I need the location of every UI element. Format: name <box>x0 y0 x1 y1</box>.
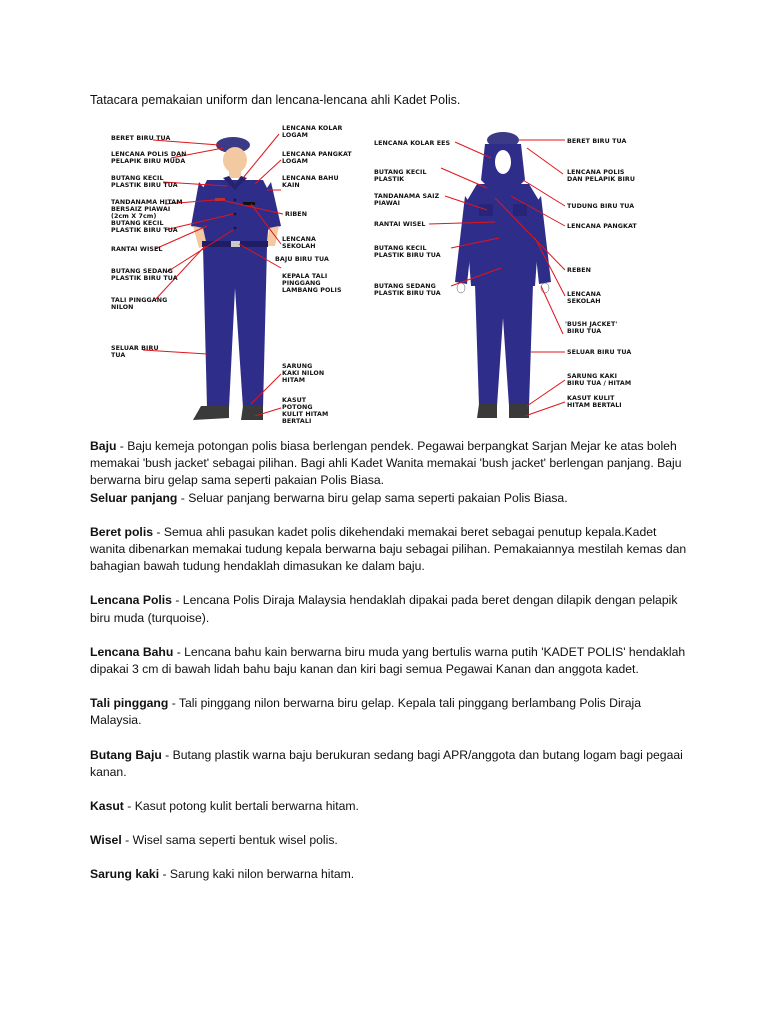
label-tanda-nama-2: BERSAIZ PIAWAI <box>111 206 171 213</box>
text-kasut: - Kasut potong kulit bertali berwarna hitam. <box>123 799 359 814</box>
paragraph-lencana-polis <box>90 592 690 626</box>
label-r-lencana-sekolah-1: LENCANA <box>567 291 601 298</box>
label-kepala-tali-2: PINGGANG <box>282 280 321 287</box>
male-button-2 <box>234 213 237 216</box>
label-r-butang-kecil2-2: PLASTIK BIRU TUA <box>374 252 441 259</box>
leader-line <box>527 148 563 174</box>
label-lencana-kolar-1: LENCANA KOLAR <box>282 125 343 132</box>
term-lencana-polis: Lencana Polis <box>90 593 172 608</box>
text-seluar: - Seluar panjang berwarna biru gelap sama seperti pakaian Polis Biasa. <box>177 490 568 505</box>
label-r-lencana-polis-2: DAN PELAPIK BIRU <box>567 176 636 183</box>
term-tali-pinggang: Tali pinggang <box>90 696 169 711</box>
label-kasut-2: POTONG <box>282 404 313 411</box>
label-r-lencana-sekolah-2: SEKOLAH <box>567 298 601 305</box>
paragraph-lencana-bahu <box>90 644 690 678</box>
description-body <box>90 438 690 901</box>
label-sarung-3: HITAM <box>282 377 306 384</box>
uniform-illustration <box>95 118 685 436</box>
label-r-lencana-polis-1: LENCANA POLIS <box>567 169 625 176</box>
text-baju: - Baju kemeja potongan polis biasa berlengan pendek. Pegawai berpangkat Sarjan Mejar ke atas boleh memakai 'bush jacket' sebagai pilihan. Bagi ahli Kadet Wanita memakai 'bush jacket' berlengan panjang. Baju berwarna biru gelap sama seperti pakaian Polis Biasa. <box>90 439 682 488</box>
label-seluar-2: TUA <box>111 352 126 359</box>
male-head <box>223 147 247 173</box>
label-r-kasut-1: KASUT KULIT <box>567 395 615 402</box>
text-tali-pinggang: - Tali pinggang nilon berwarna biru gelap. Kepala tali pinggang berlambang Polis Diraja Malaysia. <box>90 696 641 728</box>
label-r-butang-kecil-1: BUTANG KECIL <box>374 169 427 176</box>
label-r-lencana-kolar: LENCANA KOLAR EES <box>374 140 451 147</box>
male-name-tag <box>243 202 255 205</box>
label-r-lencana-pangkat: LENCANA PANGKAT <box>567 223 637 230</box>
label-lencana-pangkat-2: LOGAM <box>282 158 308 165</box>
female-left-hand <box>457 283 465 293</box>
label-tali-pinggang-2: NILON <box>111 304 134 311</box>
uniform-figure-svg <box>95 118 685 436</box>
leader-line <box>441 168 487 188</box>
label-r-tanda-nama-1: TANDANAMA SAIZ <box>374 193 440 200</box>
label-sarung-1: SARUNG <box>282 363 313 370</box>
male-button-3 <box>234 227 237 230</box>
label-riben: RIBEN <box>285 211 308 218</box>
label-tanda-nama-5: PLASTIK BIRU TUA <box>111 227 178 234</box>
male-belt-buckle <box>231 241 240 247</box>
label-r-seluar: SELUAR BIRU TUA <box>567 349 632 356</box>
term-wisel: Wisel <box>90 833 122 848</box>
label-tali-pinggang-1: TALI PINGGANG <box>111 297 168 304</box>
label-lencana-polis-1: LENCANA POLIS DAN <box>111 151 187 158</box>
label-r-kasut-2: HITAM BERTALI <box>567 402 622 409</box>
term-butang-baju: Butang Baju <box>90 747 162 762</box>
paragraph-butang-baju <box>90 747 690 781</box>
label-rantai-wisel: RANTAI WISEL <box>111 246 163 253</box>
text-butang-baju: - Butang plastik warna baju berukuran sedang bagi APR/anggota dan butang logam bagi pegaai kanan. <box>90 747 683 779</box>
male-button-1 <box>234 199 237 202</box>
female-trousers <box>475 284 533 406</box>
leader-line <box>255 160 281 184</box>
label-r-sarung-1: SARUNG KAKI <box>567 373 618 380</box>
female-cadet-figure <box>455 132 551 418</box>
paragraph-tali-pinggang <box>90 695 690 729</box>
text-lencana-bahu: - Lencana bahu kain berwarna biru muda yang bertulis warna putih 'KADET POLIS' hendaklah dipakai 3 cm di bawah lidah bahu baju kanan dan kiri bagi semua Pegawai Kanan dan anggota kadet. <box>90 644 686 677</box>
label-r-beret: BERET BIRU TUA <box>567 138 627 145</box>
label-butang-kecil-1: BUTANG KECIL <box>111 175 164 182</box>
paragraph-kasut <box>90 798 690 815</box>
term-beret: Beret polis <box>90 524 153 539</box>
text-sarung-kaki: - Sarung kaki nilon berwarna hitam. <box>159 867 355 882</box>
label-r-bush-jacket-2: BIRU TUA <box>567 328 602 335</box>
label-kasut-1: KASUT <box>282 397 307 404</box>
text-beret: - Semua ahli pasukan kadet polis dikehendaki memakai beret sebagai penutup kepala.Kadet wanita dibenarkan memakai tudung kepala berwarna baju sebagai pilihan. Pemakaiannya mestilah kemas dan bahagian bawah tudung hendaklah dimasukan ke dalam baju. <box>90 524 687 574</box>
label-seluar-1: SELUAR BIRU <box>111 345 159 352</box>
label-r-rantai-wisel: RANTAI WISEL <box>374 221 426 228</box>
label-lencana-pangkat-1: LENCANA PANGKAT <box>282 151 352 158</box>
label-kasut-4: BERTALI <box>282 418 312 425</box>
label-butang-sedang-2: PLASTIK BIRU TUA <box>111 275 178 282</box>
label-r-butang-kecil-2: PLASTIK <box>374 176 405 183</box>
term-lencana-bahu: Lencana Bahu <box>90 644 174 659</box>
text-wisel: - Wisel sama seperti bentuk wisel polis. <box>121 833 338 848</box>
label-r-sarung-2: BIRU TUA / HITAM <box>567 380 632 387</box>
female-face <box>495 150 511 174</box>
label-lencana-polis-2: PELAPIK BIRU MUDA <box>111 158 186 165</box>
label-r-bush-jacket-1: 'BUSH JACKET' <box>565 321 618 328</box>
text-lencana-polis: - Lencana Polis Diraja Malaysia hendaklah dipakai pada beret dengan dilapik dengan pelapik biru muda (turquoise). <box>90 593 678 625</box>
label-r-butang-kecil2-1: BUTANG KECIL <box>374 245 427 252</box>
label-tanda-nama-1: TANDANAMA HITAM <box>111 199 183 206</box>
label-kepala-tali-3: LAMBANG POLIS <box>282 287 342 294</box>
female-bush-jacket <box>465 184 541 286</box>
leader-line <box>243 134 279 178</box>
label-lencana-sekolah-2: SEKOLAH <box>282 243 316 250</box>
label-r-riben: REBEN <box>567 267 592 274</box>
female-left-shoe <box>477 404 497 418</box>
term-seluar: Seluar panjang <box>90 490 178 505</box>
male-right-shoe <box>241 406 263 420</box>
term-baju: Baju <box>90 439 117 453</box>
label-r-tudung: TUDUNG BIRU TUA <box>567 203 635 210</box>
label-butang-kecil-2: PLASTIK BIRU TUA <box>111 182 178 189</box>
label-lencana-bahu-2: KAIN <box>282 182 300 189</box>
label-tanda-nama-3: (2cm X 7cm) <box>111 213 157 220</box>
label-baju-biru-tua: BAJU BIRU TUA <box>275 256 330 263</box>
label-lencana-kolar-2: LOGAM <box>282 132 308 139</box>
label-tanda-nama-4: BUTANG KECIL <box>111 220 164 227</box>
label-kasut-3: KULIT HITAM <box>282 411 329 418</box>
label-r-tanda-nama-2: PIAWAI <box>374 200 401 207</box>
female-pocket-right <box>513 204 527 216</box>
page-title: Tatacara pemakaian uniform dan lencana-lencana ahli Kadet Polis. <box>90 93 461 107</box>
leader-line <box>527 380 565 406</box>
label-sarung-2: KAKI NILON <box>282 370 325 377</box>
leader-line <box>525 402 565 416</box>
label-kepala-tali-1: KEPALA TALI <box>282 273 328 280</box>
male-neck <box>229 170 241 178</box>
term-kasut: Kasut <box>90 799 124 814</box>
paragraph-wisel <box>90 832 690 849</box>
paragraph-sarung-kaki <box>90 866 690 883</box>
label-butang-sedang-1: BUTANG SEDANG <box>111 268 173 275</box>
paragraph-seluar <box>90 490 690 507</box>
male-trousers <box>203 247 267 408</box>
male-left-shoe <box>193 406 229 420</box>
label-r-butang-sedang-2: PLASTIK BIRU TUA <box>374 290 441 297</box>
label-r-butang-sedang-1: BUTANG SEDANG <box>374 283 436 290</box>
leader-line <box>541 286 563 334</box>
male-cadet-figure <box>191 137 281 420</box>
label-lencana-sekolah-1: LENCANA <box>282 236 316 243</box>
label-beret: BERET BIRU TUA <box>111 135 171 142</box>
label-lencana-bahu-1: LENCANA BAHU <box>282 175 339 182</box>
paragraph-baju <box>90 438 690 490</box>
paragraph-beret <box>90 524 690 576</box>
term-sarung-kaki: Sarung kaki <box>90 867 160 882</box>
